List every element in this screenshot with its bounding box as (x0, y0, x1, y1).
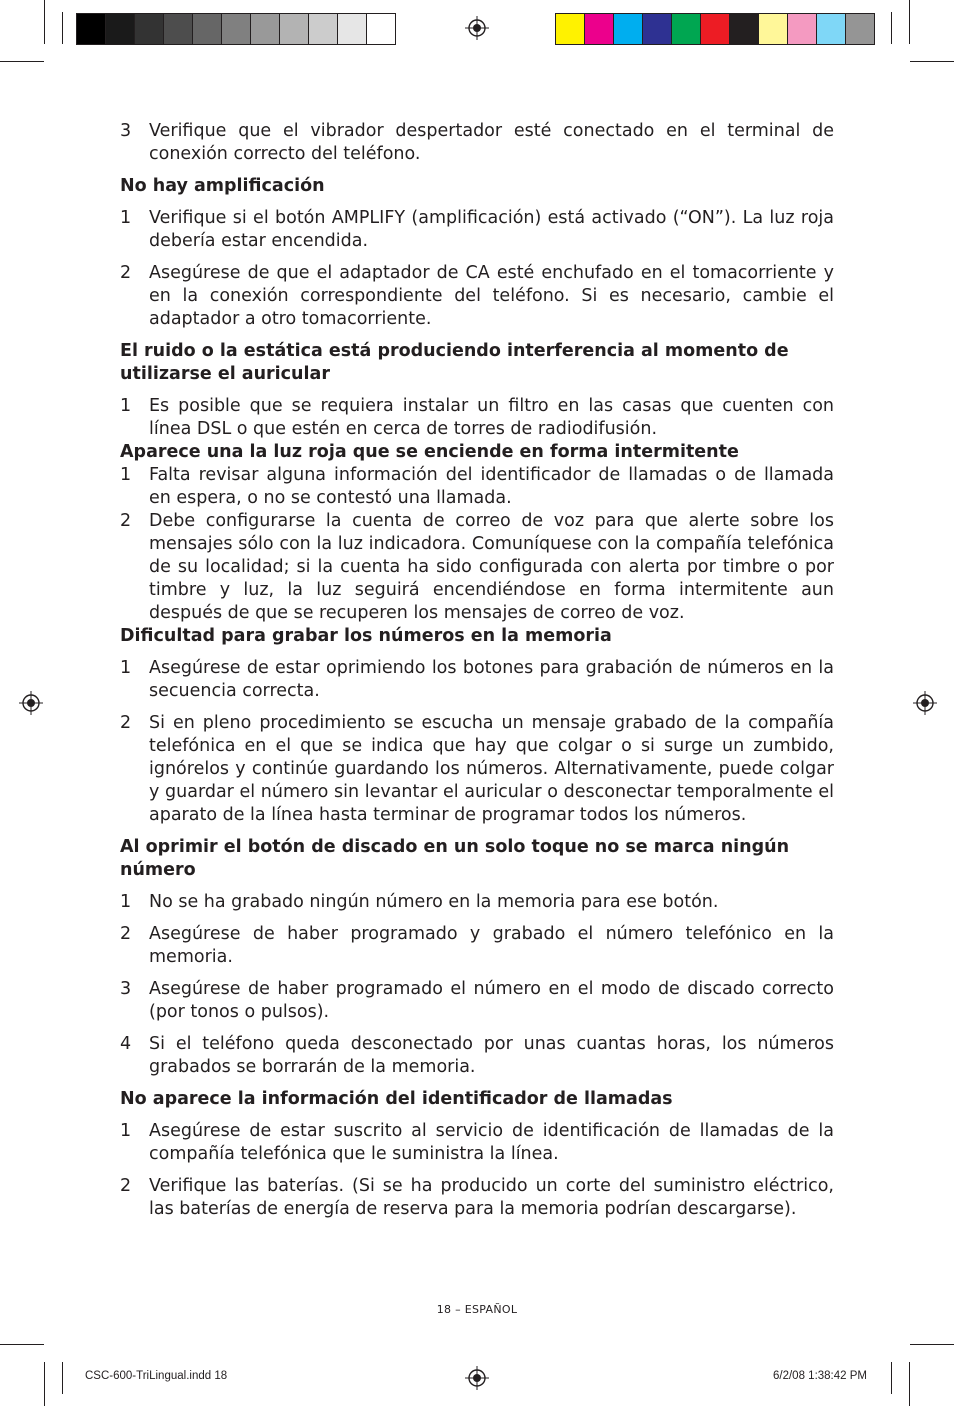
list-item-number: 1 (120, 465, 132, 485)
grayscale-swatch (280, 14, 309, 44)
grayscale-color-bar (76, 13, 396, 45)
list-item (120, 1120, 834, 1166)
list-item-number: 2 (120, 713, 132, 733)
registration-mark-icon (19, 691, 43, 715)
process-color-bar (555, 13, 875, 45)
registration-mark-icon (465, 1366, 489, 1390)
section-heading: Al oprimir el botón de discado en un solo toque no se marca ningún número (120, 837, 790, 880)
slug-file-name: CSC-600-TriLingual.indd 18 (85, 1370, 228, 1382)
list-item-text: Asegúrese de haber programado y grabado el número telefónico en la memoria. (149, 924, 834, 967)
crop-mark (44, 0, 45, 44)
list-item (120, 1175, 834, 1221)
crop-mark (909, 0, 910, 44)
list-item-number: 4 (120, 1034, 132, 1054)
process-color-swatch (614, 14, 643, 44)
list-item (120, 120, 834, 166)
process-color-swatch (556, 14, 585, 44)
list-item-number: 1 (120, 208, 132, 228)
process-color-swatch (817, 14, 846, 44)
list-item-text: No se ha grabado ningún número en la memoria para ese botón. (149, 892, 719, 912)
list-item (120, 657, 834, 703)
section-heading: Dificultad para grabar los números en la memoria (120, 626, 612, 646)
section-heading: El ruido o la estática está produciendo interferencia al momento de utilizarse el auricular (120, 341, 789, 384)
process-color-swatch (788, 14, 817, 44)
list-item-number: 2 (120, 263, 132, 283)
list-item (120, 464, 834, 510)
list-item-text: Asegúrese de estar suscrito al servicio de identificación de llamadas de la compañía telefónica que le suministra la línea. (149, 1121, 834, 1164)
list-item (120, 923, 834, 969)
list-item-number: 1 (120, 1121, 132, 1141)
registration-mark-icon (913, 691, 937, 715)
list-item-number: 1 (120, 892, 132, 912)
process-color-swatch (643, 14, 672, 44)
list-item-number: 2 (120, 1176, 132, 1196)
crop-mark (0, 61, 44, 62)
list-item-text: Verifique las baterías. (Si se ha producido un corte del suministro eléctrico, las baterías de energía de reserva para la memoria podrían descargarse). (149, 1176, 834, 1219)
process-color-swatch (759, 14, 788, 44)
grayscale-swatch (193, 14, 222, 44)
list-item-number: 3 (120, 121, 132, 141)
grayscale-swatch (106, 14, 135, 44)
list-item-text: Si en pleno procedimiento se escucha un mensaje grabado de la compañía telefónica en el que se indica que hay que colgar o si surge un zumbido, ignórelos y continúe guardando los números. Alternativamente, puede colgar y guardar el número sin levantar el auricular o desconectar temporalmente el aparato de la línea hasta terminar de programar todos los números. (149, 713, 834, 825)
list-item-text: Asegúrese de que el adaptador de CA esté enchufado en el tomacorriente y en la conexión correspondiente del teléfono. Si es necesario, cambie el adaptador a otro tomacorriente. (149, 263, 834, 329)
crop-mark (0, 1344, 44, 1345)
list-item (120, 978, 834, 1024)
process-color-swatch (846, 14, 874, 44)
list-item-number: 2 (120, 924, 132, 944)
section-heading: Aparece una la luz roja que se enciende en forma intermitente (120, 442, 739, 462)
crop-mark (909, 1362, 910, 1406)
list-item-text: Verifique si el botón AMPLIFY (amplificación) está activado (“ON”). La luz roja debería estar encendida. (149, 208, 834, 251)
crop-mark (910, 61, 954, 62)
crop-mark (62, 1362, 63, 1394)
crop-mark (891, 12, 892, 44)
list-item-number: 3 (120, 979, 132, 999)
grayscale-swatch (77, 14, 106, 44)
list-item-text: Asegúrese de haber programado el número en el modo de discado correcto (por tonos o pulsos). (149, 979, 834, 1022)
crop-mark (62, 12, 63, 44)
section-heading: No aparece la información del identificador de llamadas (120, 1089, 673, 1109)
list-item (120, 395, 834, 441)
grayscale-swatch (135, 14, 164, 44)
grayscale-swatch (222, 14, 251, 44)
list-item-text: Debe configurarse la cuenta de correo de voz para que alerte sobre los mensajes sólo con la luz indicadora. Comuníquese con la compañía telefónica de su localidad; si la cuenta ha sido configurada con alerta por timbre o por timbre y luz, la luz seguirá encendiéndose en forma intermitente aun después de que se recuperen los mensajes de correo de voz. (149, 511, 834, 623)
list-item-text: Si el teléfono queda desconectado por unas cuantas horas, los números grabados se borrarán de la memoria. (149, 1034, 834, 1077)
grayscale-swatch (367, 14, 395, 44)
crop-mark (910, 1344, 954, 1345)
list-item (120, 891, 834, 914)
list-item-text: Asegúrese de estar oprimiendo los botones para grabación de números en la secuencia correcta. (149, 658, 834, 701)
list-item-number: 2 (120, 511, 132, 531)
crop-mark (44, 1362, 45, 1406)
list-item-text: Falta revisar alguna información del identificador de llamadas o de llamada en espera, o no se contestó una llamada. (149, 465, 834, 508)
crop-mark (891, 1362, 892, 1394)
list-item (120, 712, 834, 827)
process-color-swatch (672, 14, 701, 44)
process-color-swatch (701, 14, 730, 44)
process-color-swatch (730, 14, 759, 44)
section-heading: No hay amplificación (120, 176, 325, 196)
page-folio: 18 – ESPAÑOL (436, 1303, 518, 1316)
list-item (120, 510, 834, 625)
slug-timestamp: 6/2/08 1:38:42 PM (773, 1370, 867, 1382)
list-item (120, 1033, 834, 1079)
grayscale-swatch (338, 14, 367, 44)
list-item (120, 207, 834, 253)
grayscale-swatch (309, 14, 338, 44)
registration-mark-icon (465, 16, 489, 40)
process-color-swatch (585, 14, 614, 44)
list-item-number: 1 (120, 396, 132, 416)
troubleshooting-content (120, 120, 834, 1230)
list-item-text: Verifique que el vibrador despertador esté conectado en el terminal de conexión correcto del teléfono. (149, 121, 834, 164)
grayscale-swatch (164, 14, 193, 44)
list-item-text: Es posible que se requiera instalar un filtro en las casas que cuenten con línea DSL o que estén en cerca de torres de radiodifusión. (149, 396, 834, 439)
list-item (120, 262, 834, 331)
list-item-number: 1 (120, 658, 132, 678)
grayscale-swatch (251, 14, 280, 44)
